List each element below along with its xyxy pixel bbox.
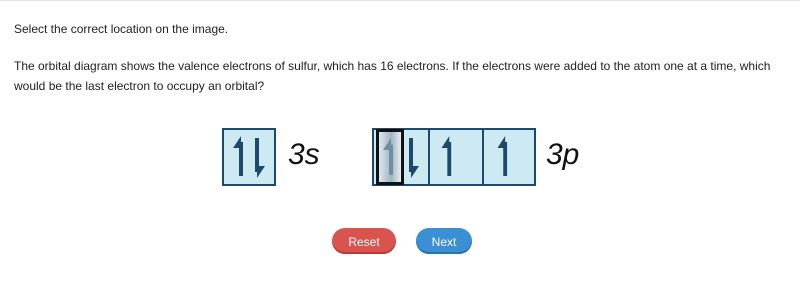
selected-electron-marker[interactable] <box>376 129 404 185</box>
orbital-3p-box[interactable] <box>372 128 536 186</box>
orbital-3s-label: 3s <box>288 138 320 171</box>
electron-up-arrow-icon[interactable] <box>379 132 401 182</box>
reset-button[interactable]: Reset <box>332 228 396 254</box>
question-text: The orbital diagram shows the valence electrons of sulfur, which has 16 electrons. If the electrons were added to the atom one at a time, which would be the last electron to occupy an orbital? <box>14 59 771 93</box>
electron-up-arrow-icon[interactable] <box>484 130 534 184</box>
orbital-3p-label: 3p <box>546 138 580 171</box>
electron-up-arrow-icon[interactable] <box>430 130 482 184</box>
orbital-3s-box[interactable] <box>222 128 276 186</box>
instruction-text: Select the correct location on the image. <box>14 22 229 36</box>
next-button[interactable]: Next <box>416 228 472 254</box>
orbital-3s-cell-1[interactable] <box>224 130 274 184</box>
electron-pair-icon[interactable] <box>224 130 274 184</box>
orbital-3p-cell-2[interactable] <box>428 130 482 184</box>
orbital-3p-cell-3[interactable] <box>482 130 534 184</box>
top-border <box>0 0 800 1</box>
